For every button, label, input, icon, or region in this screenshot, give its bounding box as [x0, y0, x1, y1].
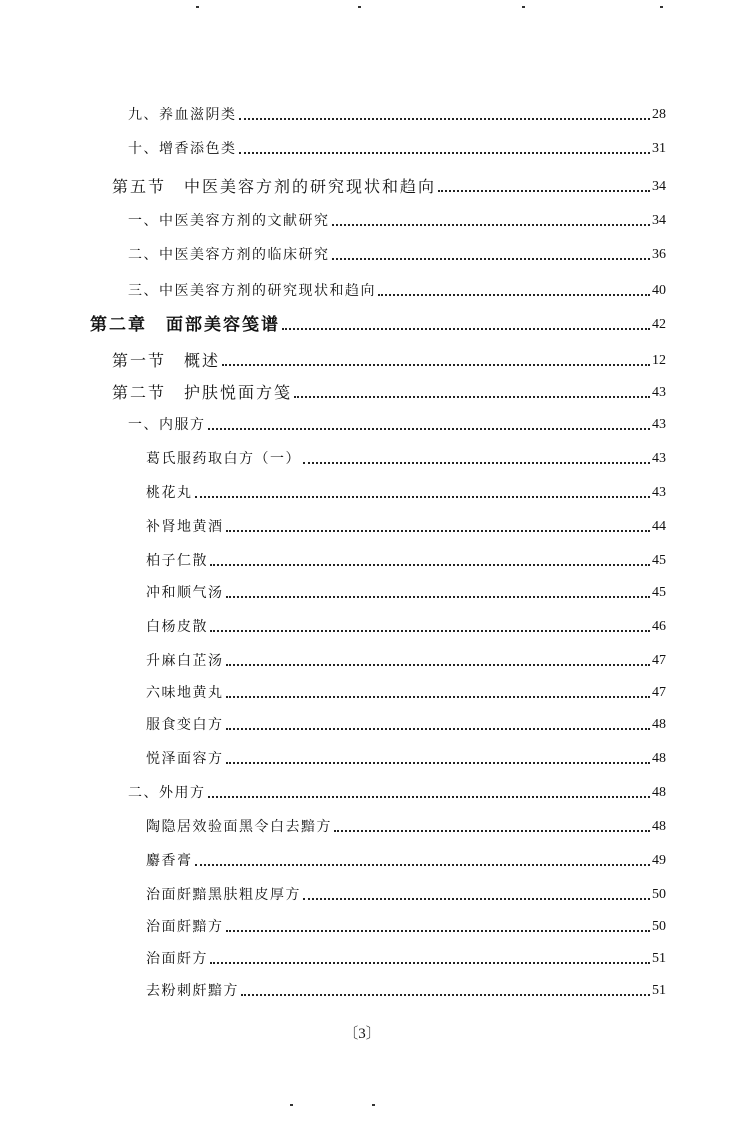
scan-speck: [290, 1104, 293, 1106]
toc-entry-title: 一、内服方: [128, 417, 206, 433]
toc-entry: [146, 646, 666, 670]
toc-entry-page: 42: [652, 317, 666, 332]
toc-entry-title: 升麻白芷汤: [146, 653, 224, 669]
dot-leader: [239, 118, 651, 120]
dot-leader: [438, 190, 650, 192]
toc-entry-page: 48: [652, 717, 666, 732]
toc-entry-title: 一、中医美容方剂的文献研究: [128, 213, 330, 229]
toc-entry-page: 47: [652, 653, 666, 668]
toc-entry-title: 治面皯黯黑肤粗皮厚方: [146, 887, 301, 903]
dot-leader: [226, 930, 651, 932]
toc-entry-title: 九、养血滋阴类: [128, 107, 237, 123]
toc-entry: [146, 846, 666, 870]
dot-leader: [226, 530, 651, 532]
toc-entry: [146, 744, 666, 768]
toc-entry: [146, 944, 666, 968]
toc-entry-title: 第二章 面部美容笺谱: [90, 315, 280, 334]
scan-speck: [196, 6, 199, 8]
toc-entry-title: 去粉刺皯黯方: [146, 983, 239, 999]
dot-leader: [303, 898, 650, 900]
dot-leader: [332, 258, 651, 260]
toc-entry: [146, 478, 666, 502]
toc-entry-page: 51: [652, 951, 666, 966]
scan-speck: [372, 1104, 375, 1106]
toc-entry-page: 43: [652, 417, 666, 432]
toc-entry-title: 麝香膏: [146, 853, 193, 869]
toc-entry-title: 治面皯黯方: [146, 919, 224, 935]
dot-leader: [226, 664, 651, 666]
scan-speck: [358, 6, 361, 8]
dot-leader: [378, 294, 650, 296]
toc-entry: [146, 710, 666, 734]
dot-leader: [294, 396, 650, 398]
dot-leader: [332, 224, 651, 226]
toc-entry: [146, 612, 666, 636]
toc-entry-page: 50: [652, 887, 666, 902]
toc-entry: [90, 310, 666, 334]
toc-entry-page: 49: [652, 853, 666, 868]
dot-leader: [210, 962, 650, 964]
toc-entry-page: 46: [652, 619, 666, 634]
toc-entry-page: 43: [652, 485, 666, 500]
toc-entry-title: 第五节 中医美容方剂的研究现状和趋向: [112, 177, 437, 196]
toc-entry-page: 48: [652, 751, 666, 766]
toc-entry-title: 葛氏服药取白方（一）: [146, 451, 301, 467]
folio-text: 〔3〕: [343, 1026, 381, 1042]
toc-entry: [128, 206, 666, 230]
toc-entry: [146, 678, 666, 702]
toc-entry: [128, 778, 666, 802]
toc-entry-title: 治面皯方: [146, 951, 208, 967]
dot-leader: [210, 564, 650, 566]
dot-leader: [208, 796, 651, 798]
toc-entry: [146, 546, 666, 570]
dot-leader: [239, 152, 651, 154]
toc-entry: [146, 976, 666, 1000]
scan-speck: [660, 6, 663, 8]
toc-entry-title: 二、中医美容方剂的临床研究: [128, 247, 330, 263]
toc-entry: [128, 134, 666, 158]
toc-entry: [128, 276, 666, 300]
toc-entry-title: 二、外用方: [128, 785, 206, 801]
toc-entry: [112, 378, 666, 402]
toc-entry-title: 第二节 护肤悦面方笺: [112, 383, 293, 402]
dot-leader: [210, 630, 650, 632]
toc-entry-title: 补肾地黄酒: [146, 519, 224, 535]
toc-entry-page: 40: [652, 283, 666, 298]
toc-entry-page: 50: [652, 919, 666, 934]
dot-leader: [195, 496, 651, 498]
toc-entry-title: 服食变白方: [146, 717, 224, 733]
dot-leader: [226, 762, 651, 764]
toc-entry-title: 六味地黄丸: [146, 685, 224, 701]
toc-entry-title: 十、增香添色类: [128, 141, 237, 157]
dot-leader: [208, 428, 651, 430]
dot-leader: [195, 864, 651, 866]
toc-entry: [146, 912, 666, 936]
dot-leader: [282, 328, 650, 330]
toc-entry-title: 冲和顺气汤: [146, 585, 224, 601]
dot-leader: [222, 364, 650, 366]
toc-entry-page: 34: [652, 179, 666, 194]
toc-entry: [128, 410, 666, 434]
toc-entry-page: 51: [652, 983, 666, 998]
page-number: [0, 1022, 736, 1043]
toc-entry-page: 34: [652, 213, 666, 228]
toc-entry-page: 43: [652, 451, 666, 466]
toc-entry: [146, 880, 666, 904]
toc-entry: [128, 240, 666, 264]
toc-entry: [146, 512, 666, 536]
toc-entry-page: 36: [652, 247, 666, 262]
toc-entry-title: 悦泽面容方: [146, 751, 224, 767]
toc-entry: [112, 172, 666, 196]
dot-leader: [226, 728, 651, 730]
toc-entry-page: 48: [652, 819, 666, 834]
toc-entry: [128, 100, 666, 124]
toc-entry-title: 桃花丸: [146, 485, 193, 501]
toc-entry-title: 白杨皮散: [146, 619, 208, 635]
toc-entry-title: 陶隐居效验面黑令白去黯方: [146, 819, 332, 835]
toc-entry: [146, 444, 666, 468]
toc-entry-page: 45: [652, 553, 666, 568]
toc-entry: [146, 812, 666, 836]
toc-entry: [146, 578, 666, 602]
toc-entry-page: 48: [652, 785, 666, 800]
toc-entry-page: 31: [652, 141, 666, 156]
toc-entry-page: 44: [652, 519, 666, 534]
dot-leader: [303, 462, 650, 464]
scan-speck: [522, 6, 525, 8]
toc-entry-page: 28: [652, 107, 666, 122]
toc-entry-title: 三、中医美容方剂的研究现状和趋向: [128, 283, 376, 299]
toc-entry-page: 47: [652, 685, 666, 700]
toc-entry-title: 第一节 概述: [112, 351, 221, 370]
dot-leader: [334, 830, 650, 832]
dot-leader: [241, 994, 650, 996]
dot-leader: [226, 596, 651, 598]
toc-entry-page: 45: [652, 585, 666, 600]
toc-entry-title: 柏子仁散: [146, 553, 208, 569]
toc-entry-page: 12: [652, 353, 666, 368]
dot-leader: [226, 696, 651, 698]
toc-entry: [112, 346, 666, 370]
toc-entry-page: 43: [652, 385, 666, 400]
